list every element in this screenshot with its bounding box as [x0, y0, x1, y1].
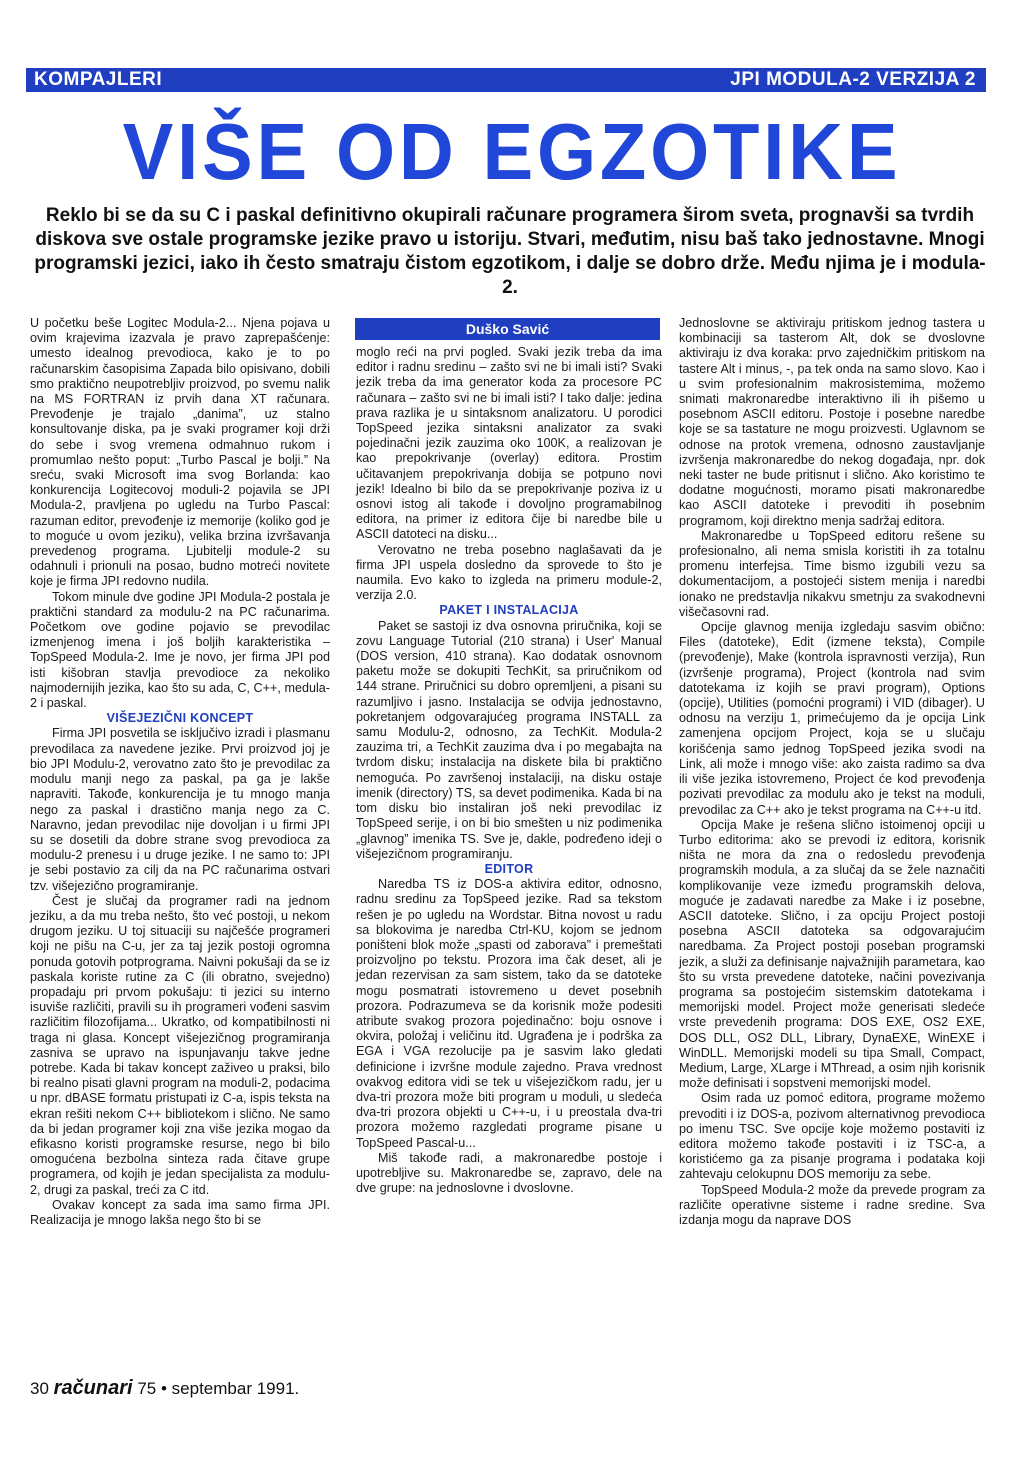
- paragraph: Firma JPI posvetila se isključivo izradi i plasmanu prevodilaca za navedene jezike. Prvi proizvod joj je bio JPI Modulu-2, verovatno zato što je prevodilac za modulu manji nego za paskal, pa ga je lakše napraviti. Takođe, konkurencija je tu mnogo manja nego za paskal i drastično manja nego za C. Naravno, jedan prevodilac nije dovoljan i u firmi JPI su se dosetili da dobre strane svog prevodioca za modulu-2 prenesu i u druge jezike. I ne samo to: JPI je sebi postavio za cilj da na PC računarima ostvari tzv. višejezično programiranje.: [30, 726, 330, 893]
- paragraph: Verovatno ne treba posebno naglašavati da je firma JPI uspela dosledno da sprovede to što je naumila. Evo kako to izgleda na primeru module-2, verzija 2.0.: [356, 542, 662, 603]
- paragraph: Tokom minule dve godine JPI Modula-2 postala je praktični standard za modulu-2 na PC računarima. Početkom ove godine pojavio se prevodilac izmenjenog imena i još boljih karakteristika – TopSpeed Modula-2. Ime je novo, jer firma JPI pod isti kišobran stavlja prevodioce za nekoliko najmodernijih jezika, kao što su ada, C, C++, medula-2 i paskal.: [30, 589, 330, 711]
- article-title: VIŠE OD EGZOTIKE: [122, 107, 902, 196]
- paragraph: Naredba TS iz DOS-a aktivira editor, odnosno, radnu sredinu za TopSpeed jezike. Rad sa tekstom rešen je po ugledu na Wordstar. Bitna novost u radu sa blokovima je naredba Ctrl-KU, kojom se jednom poništeni blok može „spasti od zaborava” i premeštati proizvoljno po tekstu. Prozora ima čak deset, ali je jedan rezervisan za sam sistem, tako da se datoteke mogu posmatrati istovremeno u devet posebnih prozora. Podrazumeva se da korisnik može podesiti atribute svakog prozora pojedinačno: boju osnove i okvira, položaj i veličinu itd. Ugrađena je i podrška za EGA i VGA rezolucije pa je sasvim lako gledati definicione i izvršne module zajedno. Prava vrednost ovakvog editora vidi se tek u višejezičkom radu, jer u dva-tri prozora može biti program u moduli, u sledeća dva-tri prozora objekti u C++-u, i u preostala dva-tri prozora možemo razgledati programe pisane u TopSpeed Pascal-u...: [356, 877, 662, 1150]
- topic-label: JPI MODULA-2 VERZIJA 2: [730, 69, 976, 90]
- paragraph: Ovakav koncept za sada ima samo firma JPI. Realizacija je mnogo lakša nego što bi se: [30, 1197, 330, 1227]
- paragraph: Čest je slučaj da programer radi na jednom jeziku, a da mu treba nešto, što već postoji, u nekom drugom jeziku. U toj situaciji su najčešće programeri koji ne pišu na C-u, jer za taj jezik postoji ogromna ponuda gotovih potprograma. Naivni pokušaji da se iz paskala koriste rutine za C (ili obratno, svejedno) propadaju pri prvom pokušaju: ti jezici su interno isuviše različiti, pravili su ih programeri vođeni sasvim različitim filozofijama... Ukratko, od kompatibilnosti ni traga ni glasa. Koncept višejezičnog programiranja zasniva se upravo na ispunjavanju takve jedne potrebe. Kada bi takav koncept zaživeo u praksi, bilo bi realno pisati glavni program na moduli-2, podacima u npr. dBASE formatu pristupati iz C-a, ispis teksta na ekran rešiti nekom C++ bibliotekom i slično. Ne samo da bi jedan programer koji zna više jezika mogao da efikasno koristi programske resurse, nego bi bilo omogućena bezbolna sinteza rada čitave grupe programera, od kojih je jedan specijalista za modulu-2, drugi za paskal, treći za C itd.: [30, 893, 330, 1197]
- page-footer: [30, 1377, 299, 1400]
- paragraph: Jednoslovne se aktiviraju pritiskom jednog tastera u kombinaciji sa tasterom Alt, dok se dvoslovne aktiviraju iz dva koraka: prvo zajedničkim pritiskom na tastere Alt i minus, -, pa tek onda na samo slovo. Kao i u svim profesionalnim makrosistemima, možemo snimati makronaredbe interaktivno ili ih pišemo u posebnom ASCII editoru. Postoje i posebne naredbe koje se sa tastature ne mogu proizvesti. Uglavnom se odnose na protok vremena, odnosno zaustavljanje izvršenja makronaredbe do nekog događaja, npr. dok neki taster ne bude pritisnut i slično. Ako koristimo te dodatne mogućnosti, moramo pisati makronaredbe kao ASCII datoteke i prevoditi ih posebnim programom, koji direktno menja sadržaj editora.: [679, 316, 985, 528]
- article-lead: Reklo bi se da su C i paskal definitivno okupirali računare programera širom sveta, prognavši sa tvrdih diskova sve ostale programske jezike pravo u istoriju. Stvari, međutim, nisu baš tako jednostavne. Mnogi programski jezici, iako ih često smatraju čistom egzotikom, i dalje se dobro drže. Među njima je i modula-2.: [34, 205, 986, 298]
- subheading: PAKET I INSTALACIJA: [439, 603, 579, 618]
- bullet-separator: •: [160, 1379, 167, 1398]
- subheading: EDITOR: [484, 861, 534, 876]
- paragraph: Opcije glavnog menija izgledaju sasvim obično: Files (datoteke), Edit (izmene teksta), Compile (prevođenje), Make (kontrola ispravnosti verzija), Run (izvršenje programa), Project (kontrola nad svim datotekama iz kojih se pravi program), Options (opcije), Utilities (pomoćni programi) i VID (dibager). U odnosu na verziju 1, primećujemo da je opcija Link zamenjena opcijom Project, koja se u slučaju korišćenja samo jednog TopSpeed jezika svodi na Link, ali može i mnogo više: ako zaista radimo sa dva ili više jezika istovremeno, Project će kod prevođenja pozivati prevodilac za modulu ako je tekst na moduli, prevodilac za C++ ako je tekst programa na C++-u itd.: [679, 620, 985, 817]
- column-2: [356, 345, 662, 1196]
- paragraph: Paket se sastoji iz dva osnovna priručnika, koji se zovu Language Tutorial (210 strana) i User' Manual (DOS version, 410 strana). Kao dodatak osnovnom paketu može se dokupiti TechKit, sa priručnikom od 144 strane. Priručnici su dobro opremljeni, a pisani su razumljivo i jasno. Instalacija se odvija jednostavno, pokretanjem odgovarajućeg programa INSTALL za samu Modulu-2, odnosno, za TechKit. Modula-2 zauzima tri, a TechKit zauzima dva i po megabajta na tvrdom disku; instalacija na diskete bila bi praktično nemoguća. Po završenoj instalaciji, na disku ostaje imenik (directory) TS, sa devet podimenika. Kada bi na tom disku bio instaliran još neki prevodilac iz TopSpeed serije, i on bi bio smešten u niz podimenika „glavnog” imenika TS. Sve je, dakle, podređeno ideji o višejezičnom programiranju.: [356, 618, 662, 861]
- author-banner: Duško Savić: [355, 318, 660, 340]
- subheading: VIŠEJEZIČNI KONCEPT: [106, 711, 254, 726]
- paragraph: Makronaredbe u TopSpeed editoru rešene su profesionalno, ali nema smisla koristiti ih za totalnu promenu interfejsa. Time bismo izgubili vezu sa dokumentacijom, a postojeći sistem menija i naredbi ionako ne predstavlja nikakvu smetnju za svakodnevni višečasovni rad.: [679, 528, 985, 619]
- section-banner: [26, 68, 986, 92]
- paragraph: Opcija Make je rešena slično istoimenoj opciji u Turbo editorima: ako se prevodi iz editora, korisnik ništa ne mora da zna o redosledu prevođenja programskih modula, a za slučaj da se žele naznačiti komplikovanije veze između programskih delova, moguće je zadavati naredbe za Make i iz posebne, ASCII datoteke. Slično, i za opciju Project postoji posebna ASCII datoteka sa odgovarajućim naredbama. Za Project postoji poseban programski jezik, a služi za definisanje najvažnijih parametara, kao što su vrsta prevedene datoteke, načini povezivanja programa sa postojećim sistemskim datotekama i memorijski model. Project može generisati sledeće vrste prevedenih programa: DOS EXE, OS2 EXE, DOS DLL, OS2 DLL, Library, DynaEXE, WinEXE i WinDLL. Memorijski modeli su tipa Small, Compact, Medium, Large, XLarge i MThread, a osim njih korisnik može definisati i sopstveni memorijski model.: [679, 817, 985, 1091]
- page-number: 30: [30, 1379, 49, 1398]
- issue-date: septembar 1991.: [171, 1379, 300, 1398]
- column-1: [30, 316, 330, 1228]
- paragraph: U početku beše Logitec Modula-2... Njena pojava u ovim krajevima izazvala je pravo zaprepašćenje: umesto idealnog prevodioca, kako je to po računarskim časopisima Zapada bilo opisivano, dobili smo praktično neupotrebljiv proizvod, po svemu nalik na MS FORTRAN iz prvih dana XT računara. Prevođenje je trajalo „danima”, uz stalno konsultovanje diska, pa je svaki programer koji drži do sebe i svog vremena odmahnuo rukom i promumlao nešto poput: „Turbo Pascal je bolji.” Na sreću, svaki Microsoft ima svog Borlanda: kao konkurencija Logitecovoj moduli-2 pojavila se JPI Modula-2, pravljena po ugledu na Turbo Pascal: razuman editor, prevođenje iz memorije (koliko god je to moguće u ovom jeziku), velika brzina izvršavanja prevedenog programa. Ljubitelji module-2 su odahnuli i prionuli na posao, budno motreći novitete koje je firma JPI redovno nudila.: [30, 316, 330, 589]
- paragraph: Miš takođe radi, a makronaredbe postoje i upotrebljive su. Makronaredbe se, zapravo, dele na dve grupe: na jednoslovne i dvoslovne.: [356, 1150, 662, 1196]
- issue-number: 75: [137, 1379, 157, 1398]
- paragraph: Osim rada uz pomoć editora, programe možemo prevoditi i iz DOS-a, pozivom alternativnog prevodioca po imenu TSC. Sve opcije koje možemo postaviti iz editora možemo takođe postaviti i iz TSC-a, a koristićemo ga za pisanje programa i podataka koji zahtevaju celokupnu DOS memoriju za sebe.: [679, 1091, 985, 1182]
- paragraph: TopSpeed Modula-2 može da prevede program za različite operativne sisteme i radne sredine. Sva izdanja mogu da naprave DOS: [679, 1182, 985, 1227]
- paragraph: moglo reći na prvi pogled. Svaki jezik treba da ima editor i radnu sredinu – zašto svi ne bi imali isti? Svaki jezik treba da ima generator koda za procesore PC računara – zašto svi ne bi imali isti? I tako dalje: jedina prava razlika je u sintaksnom analizatoru. U porodici TopSpeed jezika sintaksni analizator za svaki pojedinačni jezik zauzima oko 100K, a realizovan je kao prepokrivanje (overlay) editora. Prostim učitavanjem prepokrivanja dobija se potpuno novi jezik! Idealno bi bilo da se prepokrivanje poziva iz u osnovi istog ali takođe i dovoljno programabilnog editora, na primer iz editora čije bi naredbe bile u ASCII datoteci na disku...: [356, 345, 662, 542]
- column-3: [679, 316, 985, 1228]
- magazine-name: računari: [53, 1377, 133, 1399]
- section-label: KOMPAJLERI: [34, 69, 163, 90]
